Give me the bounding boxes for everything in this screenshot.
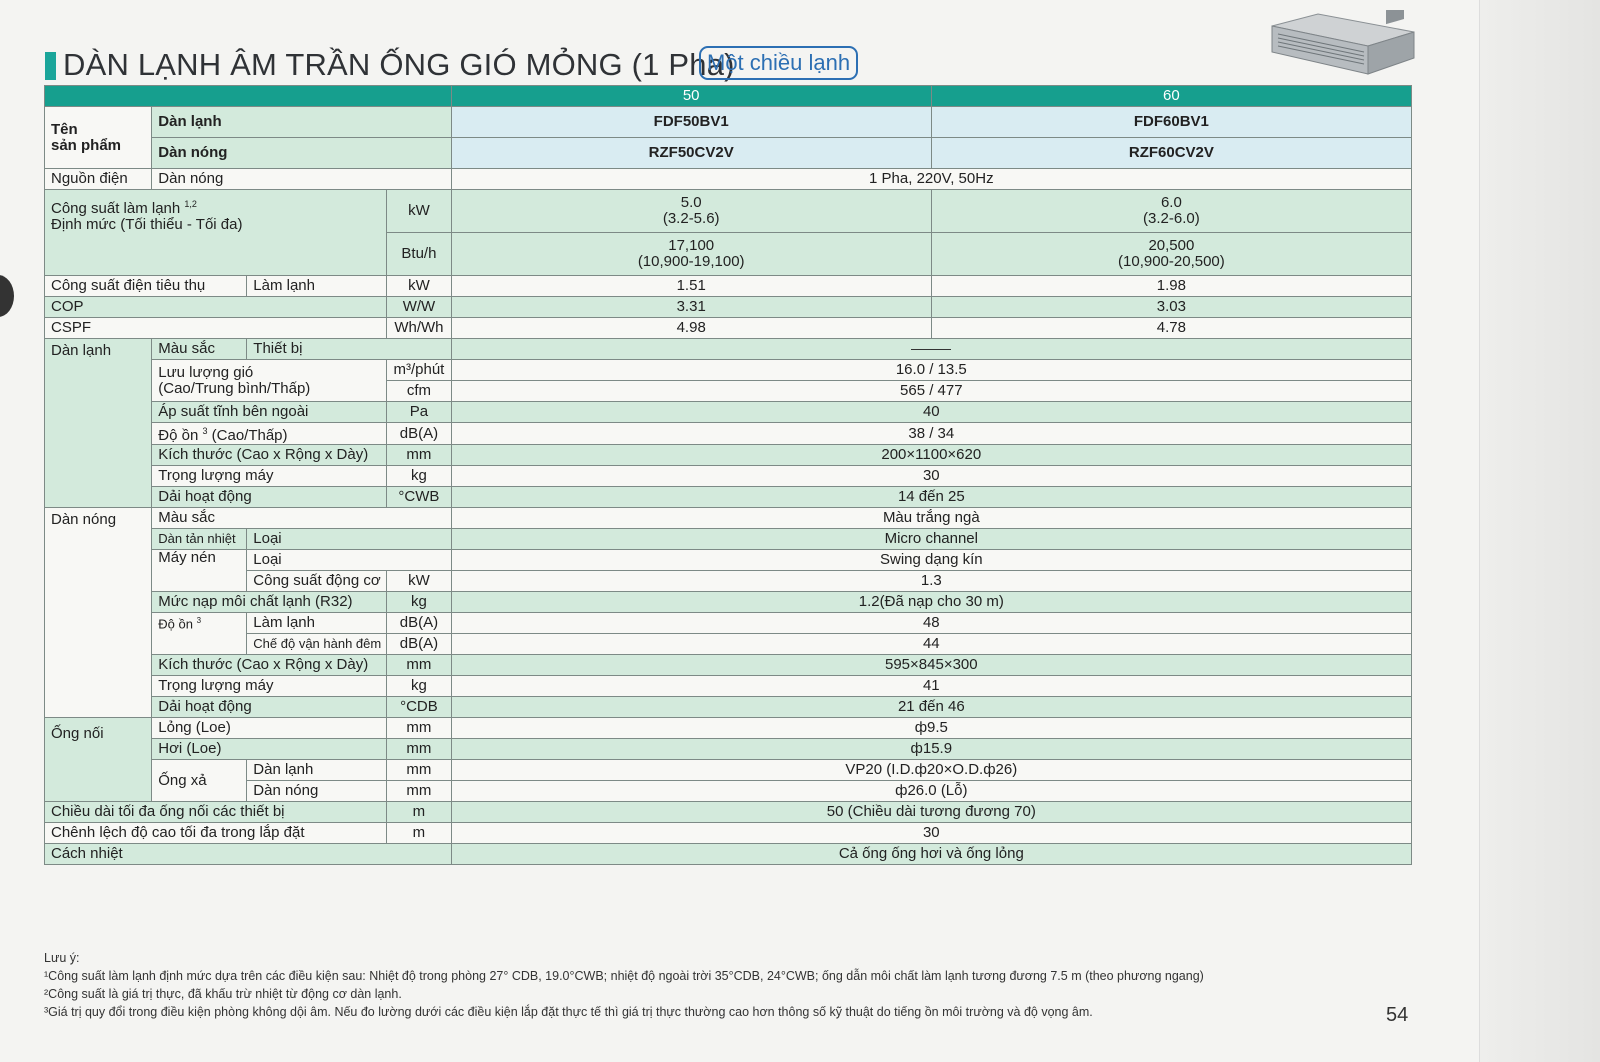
unit-dba: dB(A) xyxy=(387,613,451,634)
outdoor-dimension-label: Kích thước (Cao x Rộng x Dày) xyxy=(152,655,387,676)
table-row xyxy=(45,508,1412,529)
insulation-label: Cách nhiệt xyxy=(45,844,452,865)
unit-btu: Btu/h xyxy=(387,233,451,276)
night-mode-label: Chế độ vận hành đêm xyxy=(247,634,387,655)
unit-mm: mm xyxy=(387,655,451,676)
outdoor-group-label: Dàn nóng xyxy=(45,508,152,718)
outdoor-model-50: RZF50CV2V xyxy=(451,138,931,169)
unit-mm: mm xyxy=(387,718,451,739)
table-row xyxy=(45,487,1412,508)
table-row xyxy=(45,823,1412,844)
insulation-value: Cả ống ống hơi và ống lỏng xyxy=(451,844,1411,865)
unit-pa: Pa xyxy=(387,402,451,423)
table-row xyxy=(45,138,1412,169)
outdoor-range-label: Dải hoạt động xyxy=(152,697,387,718)
drain-pipe-label: Ống xả xyxy=(152,760,247,802)
indoor-dimension-value: 200×1100×620 xyxy=(451,445,1411,466)
table-row xyxy=(45,571,1412,592)
device-label: Thiết bị xyxy=(247,339,451,360)
unit-cfm: cfm xyxy=(387,381,451,402)
table-row xyxy=(45,339,1412,360)
unit-dba: dB(A) xyxy=(387,634,451,655)
unit-kg: kg xyxy=(387,466,451,487)
unit-m: m xyxy=(387,802,451,823)
indoor-weight-label: Trọng lượng máy xyxy=(152,466,387,487)
table-row xyxy=(45,634,1412,655)
indoor-range-label: Dải hoạt động xyxy=(152,487,387,508)
unit-dba: dB(A) xyxy=(387,423,451,445)
static-pressure-value: 40 xyxy=(451,402,1411,423)
footnote-heading: Lưu ý: xyxy=(44,951,80,965)
unit-kw: kW xyxy=(387,190,451,233)
table-row xyxy=(45,718,1412,739)
unit-kw: kW xyxy=(387,276,451,297)
unit-m3: m³/phút xyxy=(387,360,451,381)
indoor-weight-value: 30 xyxy=(451,466,1411,487)
table-row xyxy=(45,529,1412,550)
compressor-type-label: Loại xyxy=(247,550,451,571)
heat-exchanger-value: Micro channel xyxy=(451,529,1411,550)
power-supply-sub: Dàn nóng xyxy=(152,169,451,190)
unit-cwb: °CWB xyxy=(387,487,451,508)
unit-kw: kW xyxy=(387,571,451,592)
compressor-label: Máy nén xyxy=(152,550,247,592)
max-pipe-length-value: 50 (Chiều dài tương đương 70) xyxy=(451,802,1411,823)
table-row xyxy=(45,445,1412,466)
table-row xyxy=(45,844,1412,865)
outdoor-noise-label: Độ ồn $^3$ xyxy=(152,613,247,655)
cooling-capacity-label: Công suất làm lạnh $^{1,2}$ Định mức (Tối thiểu - Tối đa) xyxy=(45,190,387,276)
indoor-model-50: FDF50BV1 xyxy=(451,107,931,138)
unit-m: m xyxy=(387,823,451,844)
static-pressure-label: Áp suất tĩnh bên ngoài xyxy=(152,402,387,423)
night-mode-value: 44 xyxy=(451,634,1411,655)
cop-label: COP xyxy=(45,297,387,318)
power-supply-label: Nguồn điện xyxy=(45,169,152,190)
table-row xyxy=(45,760,1412,781)
unit-kg: kg xyxy=(387,592,451,613)
page-edge xyxy=(1479,0,1600,1062)
max-height-diff-label: Chênh lệch độ cao tối đa trong lắp đặt xyxy=(45,823,387,844)
heat-exchanger-type-label: Loại xyxy=(247,529,451,550)
table-row xyxy=(45,402,1412,423)
outdoor-range-value: 21 đến 46 xyxy=(451,697,1411,718)
page-number: 54 xyxy=(1386,1004,1409,1026)
compressor-type-value: Swing dạng kín xyxy=(451,550,1411,571)
outdoor-color-value: Màu trắng ngà xyxy=(451,508,1411,529)
header-model-60: 60 xyxy=(931,86,1411,107)
ducted-unit-image xyxy=(1268,10,1418,82)
unit-cdb: °CDB xyxy=(387,697,451,718)
airflow-m3-value: 16.0 / 13.5 xyxy=(451,360,1411,381)
noise-cooling-label: Làm lạnh xyxy=(247,613,387,634)
outdoor-weight-value: 41 xyxy=(451,676,1411,697)
footnote-2: ²Công suất là giá trị thực, đã khấu trừ nhiệt từ động cơ dàn lạnh. xyxy=(44,987,402,1001)
max-pipe-length-label: Chiều dài tối đa ống nối các thiết bị xyxy=(45,802,387,823)
power-consumption-label: Công suất điện tiêu thụ xyxy=(45,276,247,297)
capacity-kw-50: 5.0 (3.2-5.6) xyxy=(451,190,931,233)
power-supply-value: 1 Pha, 220V, 50Hz xyxy=(451,169,1411,190)
gas-pipe-value: ф15.9 xyxy=(451,739,1411,760)
table-row xyxy=(45,423,1412,445)
table-row xyxy=(45,739,1412,760)
indoor-range-value: 14 đến 25 xyxy=(451,487,1411,508)
motor-output-label: Công suất động cơ xyxy=(247,571,387,592)
gas-pipe-label: Hơi (Loe) xyxy=(152,739,387,760)
cspf-50: 4.98 xyxy=(451,318,931,339)
noise-cooling-value: 48 xyxy=(451,613,1411,634)
liquid-pipe-value: ф9.5 xyxy=(451,718,1411,739)
unit-whwh: Wh/Wh xyxy=(387,318,451,339)
outdoor-unit-label: Dàn nóng xyxy=(152,138,451,169)
indoor-model-60: FDF60BV1 xyxy=(931,107,1411,138)
footnotes xyxy=(44,949,1384,1021)
indoor-unit-label: Dàn lạnh xyxy=(152,107,451,138)
cop-60: 3.03 xyxy=(931,297,1411,318)
airflow-label: Lưu lượng gió (Cao/Trung bình/Thấp) xyxy=(152,360,387,402)
indoor-noise-value: 38 / 34 xyxy=(451,423,1411,445)
outdoor-weight-label: Trọng lượng máy xyxy=(152,676,387,697)
unit-mm: mm xyxy=(387,739,451,760)
title-accent-bar xyxy=(45,52,56,80)
cspf-60: 4.78 xyxy=(931,318,1411,339)
color-label: Màu sắc xyxy=(152,339,247,360)
drain-indoor-value: VP20 (I.D.ф20×O.D.ф26) xyxy=(451,760,1411,781)
binding-hole xyxy=(0,275,14,317)
header-blank xyxy=(45,86,452,107)
unit-kg: kg xyxy=(387,676,451,697)
drain-outdoor-label: Dàn nóng xyxy=(247,781,387,802)
page-title: DÀN LẠNH ÂM TRẦN ỐNG GIÓ MỎNG (1 Pha) xyxy=(63,47,735,82)
indoor-group-label: Dàn lạnh xyxy=(45,339,152,508)
footnote-3: ³Giá trị quy đổi trong điều kiện phòng không dội âm. Nếu đo lường dưới các điều kiện lắp đặt thực tế thì giá trị thực thường cao hơn thông số kỹ thuật do tiếng ồn môi trường và độ vọng âm. xyxy=(44,1005,1093,1019)
table-row xyxy=(45,276,1412,297)
spec-table xyxy=(44,85,1412,865)
table-row xyxy=(45,592,1412,613)
table-row xyxy=(45,169,1412,190)
footnote-1: ¹Công suất làm lạnh định mức dựa trên các điều kiện sau: Nhiệt độ trong phòng 27° CDB, 19.0°CWB; nhiệt độ ngoài trời 35°CDB, 24°CWB; ống dẫn môi chất làm lạnh tương đương 7.5 m (theo phương ngang) xyxy=(44,969,1204,983)
unit-ww: W/W xyxy=(387,297,451,318)
outdoor-color-label: Màu sắc xyxy=(152,508,451,529)
drain-indoor-label: Dàn lạnh xyxy=(247,760,387,781)
table-row xyxy=(45,802,1412,823)
table-row xyxy=(45,107,1412,138)
table-row xyxy=(45,613,1412,634)
max-height-diff-value: 30 xyxy=(451,823,1411,844)
table-row xyxy=(45,781,1412,802)
table-row xyxy=(45,297,1412,318)
refrigerant-charge-label: Mức nạp môi chất lạnh (R32) xyxy=(152,592,387,613)
unit-mm: mm xyxy=(387,781,451,802)
header-model-50: 50 xyxy=(451,86,931,107)
color-dash xyxy=(451,339,1411,360)
table-row xyxy=(45,550,1412,571)
power-consumption-50: 1.51 xyxy=(451,276,931,297)
drain-outdoor-value: ф26.0 (Lỗ) xyxy=(451,781,1411,802)
piping-group-label: Ống nối xyxy=(45,718,152,802)
capacity-btu-60: 20,500 (10,900-20,500) xyxy=(931,233,1411,276)
table-row xyxy=(45,190,1412,233)
table-row xyxy=(45,360,1412,381)
capacity-btu-50: 17,100 (10,900-19,100) xyxy=(451,233,931,276)
capacity-kw-60: 6.0 (3.2-6.0) xyxy=(931,190,1411,233)
table-row xyxy=(45,655,1412,676)
table-row xyxy=(45,676,1412,697)
table-row xyxy=(45,466,1412,487)
power-consumption-cooling: Làm lạnh xyxy=(247,276,387,297)
unit-mm: mm xyxy=(387,445,451,466)
airflow-cfm-value: 565 / 477 xyxy=(451,381,1411,402)
refrigerant-charge-value: 1.2(Đã nạp cho 30 m) xyxy=(451,592,1411,613)
outdoor-dimension-value: 595×845×300 xyxy=(451,655,1411,676)
motor-output-value: 1.3 xyxy=(451,571,1411,592)
indoor-dimension-label: Kích thước (Cao x Rộng x Dày) xyxy=(152,445,387,466)
indoor-noise-label: Độ ồn $^3$ (Cao/Thấp) xyxy=(152,423,387,445)
liquid-pipe-label: Lỏng (Loe) xyxy=(152,718,387,739)
mode-badge: Một chiều lạnh xyxy=(699,46,858,80)
cop-50: 3.31 xyxy=(451,297,931,318)
product-name-label: Tên sản phẩm xyxy=(45,107,152,169)
power-consumption-60: 1.98 xyxy=(931,276,1411,297)
cspf-label: CSPF xyxy=(45,318,387,339)
table-row xyxy=(45,318,1412,339)
heat-exchanger-label: Dàn tản nhiệt xyxy=(152,529,247,550)
table-row xyxy=(45,697,1412,718)
outdoor-model-60: RZF60CV2V xyxy=(931,138,1411,169)
unit-mm: mm xyxy=(387,760,451,781)
table-header-row xyxy=(45,86,1412,107)
